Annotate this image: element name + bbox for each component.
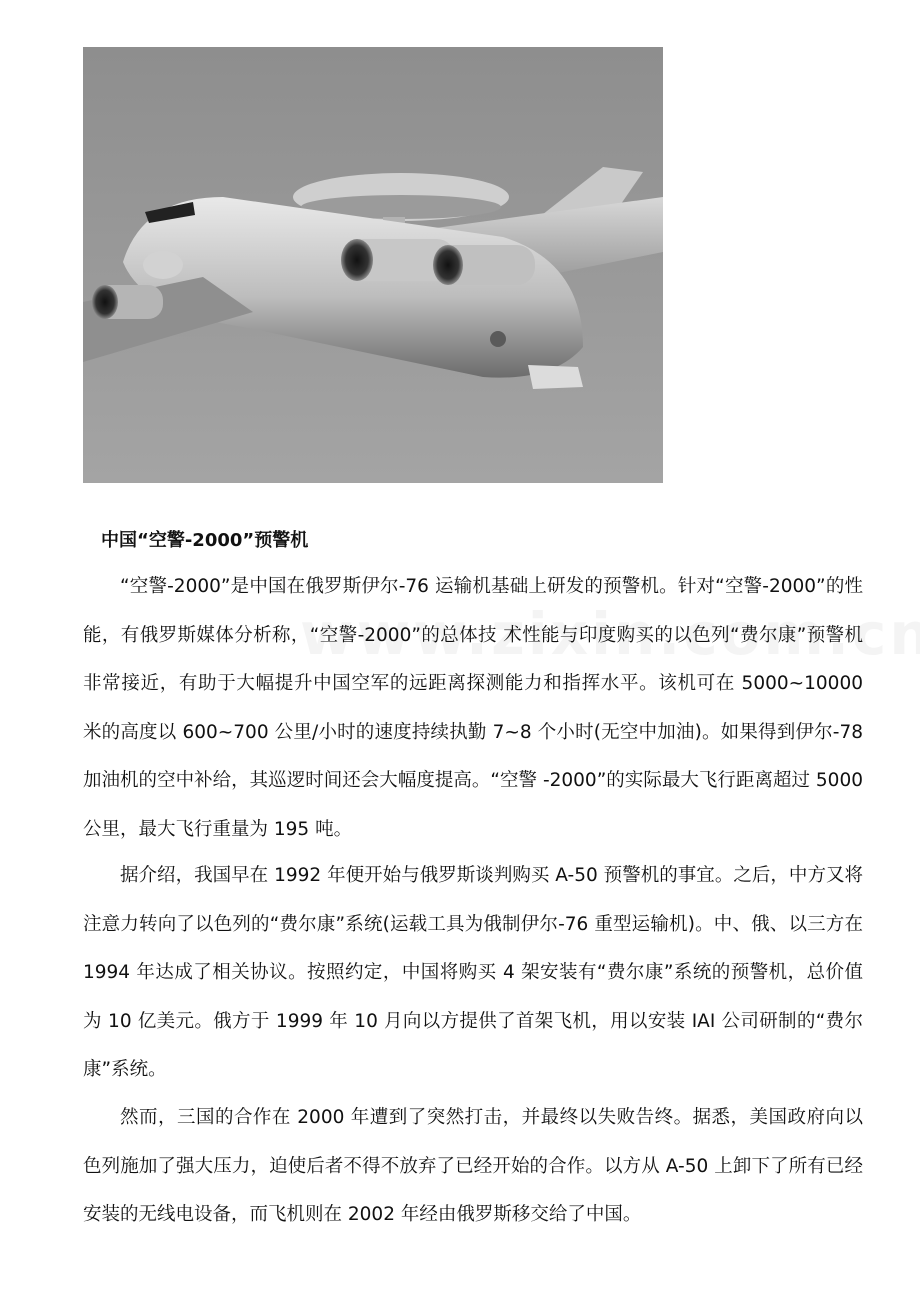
article-heading: 中国“空警-2000”预警机 bbox=[101, 530, 309, 551]
paragraph-3: 然而，三国的合作在 2000 年遭到了突然打击，并最终以失败告终。据悉，美国政府向以色列施加了强大压力，迫使后者不得不放弃了已经开始的合作。以方从 A-50 上卸下了所有已经安装的无线电设备，而飞机则在 2002 年经由俄罗斯移交给了中国。 bbox=[83, 1107, 863, 1226]
paragraph-2: 据介绍，我国早在 1992 年便开始与俄罗斯谈判购买 A-50 预警机的事宜。之后，中方又将注意力转向了以色列的“费尔康”系统(运载工具为俄制伊尔-76 重型运输机)。中、俄、以三方在 1994 年达成了相关协议。按照约定，中国将购买 4 架安装有“费尔康”系统的预警机，总价值为 10 亿美元。俄方于 1999 年 10 月向以方提供了首架飞机，用以安装 IAI 公司研制的“费尔康”系统。 bbox=[83, 865, 863, 1081]
aircraft-illustration bbox=[83, 47, 663, 483]
aircraft-photo bbox=[83, 47, 663, 483]
paragraph-1: “空警-2000”是中国在俄罗斯伊尔-76 运输机基础上研发的预警机。针对“空警-2000”的性能，有俄罗斯媒体分析称，“空警-2000”的总体技 术性能与印度购买的以色列“费尔康”预警机非常接近，有助于大幅提升中国空军的远距离探测能力和指挥水平。该机可在 5000~10000 米的高度以 600~700 公里/小时的速度持续执勤 7~8 个小时(无空中加油)。如果得到伊尔-78 加油机的空中补给，其巡逻时间还会大幅度提高。“空警 -2000”的实际最大飞行距离超过 5000 公里，最大飞行重量为 195 吨。 bbox=[83, 576, 863, 840]
